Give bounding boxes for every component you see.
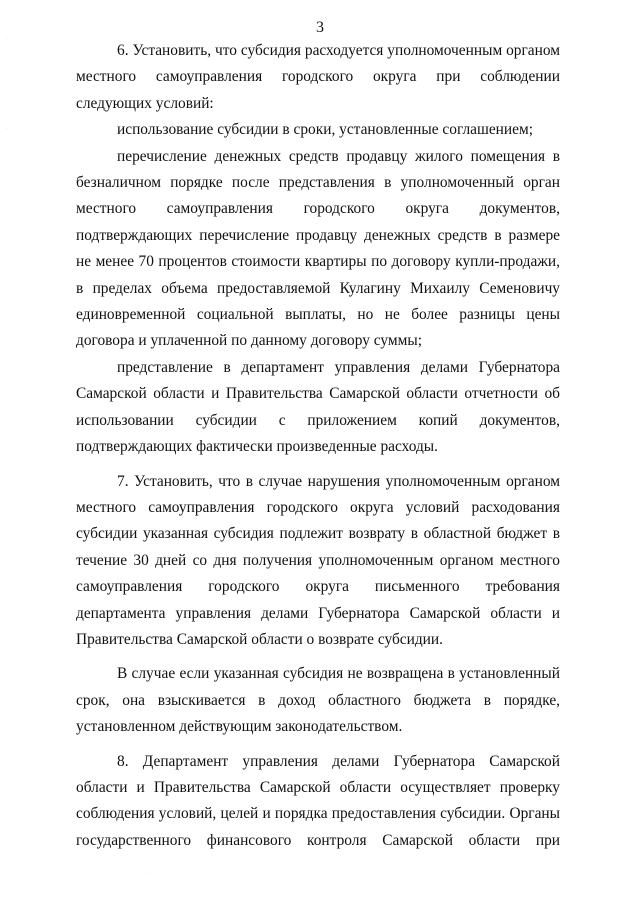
paragraph-clause-7: 7. Установить, что в случае нарушения уполномоченным органом местного самоуправления городского округа условий расходования субсидии указанная субсидия подлежит возврату в областной бюджет в течение 30 дней со дня получения уполномоченным органом местного самоуправления городского округа письменного требования департамента управления делами Губернатора Самарской области и Правительства Самарской области о возврате субсидии. [76, 472, 560, 648]
scan-mark: ˙ [6, 38, 8, 44]
paragraph-recovery: В случае если указанная субсидия не возвращена в установленный срок, она взыскивается в доход областного бюджета в порядке, установленном действующим законодательством. [76, 665, 560, 736]
paragraph-clause-8: 8. Департамент управления делами Губернатора Самарской области и Правительства Самарской области осуществляет проверку соблюдения условий, целей и порядка предоставления субсидии. Органы государственного финансового контроля Самарской области при [76, 752, 560, 849]
scan-mark: ˙ [6, 128, 8, 134]
paragraph-condition-transfer: перечисление денежных средств продавцу жилого помещения в безналичном порядке после представления в уполномоченный орган местного самоуправления городского округа документов, подтверждающих перечисление продавцу денежных средств в размере не менее 70 процентов стоимости квартиры по договору купли-продажи, в пределах объема предоставляемой Кулагину Михаилу Семеновичу единовременной социальной выплаты, но не более разницы цены договора и уплаченной по данному договору суммы; [76, 147, 560, 350]
document-body [76, 38, 560, 854]
paragraph-condition-deadlines: использование субсидии в сроки, установленные соглашением; [117, 121, 533, 139]
page-number: 3 [316, 19, 324, 36]
scan-mark: ˙ [148, 872, 150, 878]
paragraph-clause-6: 6. Установить, что субсидия расходуется уполномоченным органом местного самоуправления городского округа при соблюдении следующих условий: [76, 42, 560, 112]
paragraph-condition-reporting: представление в департамент управления делами Губернатора Самарской области и Правительства Самарской области отчетности об использовании субсидии с приложением копий документов, подтверждающих фактически произведенные расходы. [76, 358, 560, 456]
